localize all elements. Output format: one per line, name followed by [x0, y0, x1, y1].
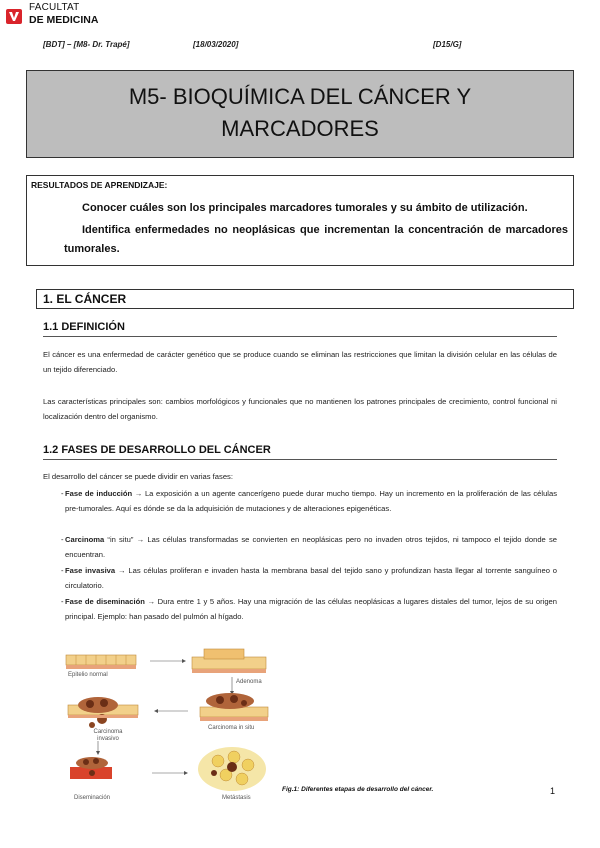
learning-results-box — [26, 175, 574, 266]
label-invasive-carcinoma: Carcinoma invasivo — [93, 729, 123, 742]
normal-epithelium-cells — [66, 655, 136, 669]
header-course: [BDT] – [M8- Dr. Trapé] — [43, 40, 130, 49]
definition-paragraph-1: El cáncer es una enfermedad de carácter genético que se produce cuando se eliminan las restricciones que limitan la división celular en las células de un tejido diferenciado. — [43, 350, 557, 374]
phase-item-carcinoma-in-situ — [65, 532, 557, 562]
learning-result-2: Identifica enfermedades no neoplásicas que incrementan la concentración de marcadores tumorales. — [64, 224, 568, 255]
label-carcinoma-in-situ: Carcinoma in situ — [208, 725, 255, 731]
subsection-heading-phases: 1.2 FASES DE DESARROLLO DEL CÁNCER — [43, 444, 557, 460]
adenoma-cells — [192, 649, 266, 673]
cancer-stages-figure — [62, 645, 274, 805]
phase-item-induction — [65, 486, 557, 516]
phase-term: Fase de inducción → — [65, 489, 143, 498]
phase-term: Carcinoma — [65, 535, 105, 544]
learning-results-heading: RESULTADOS DE APRENDIZAJE: — [31, 180, 168, 190]
header-date: [18/03/2020] — [193, 40, 239, 49]
subsection-heading-definition: 1.1 DEFINICIÓN — [43, 321, 557, 337]
logo-mark — [6, 9, 22, 24]
definition-paragraph-2: Las características principales son: cambios morfológicos y funcionales que no mantienen los patrones principales de crecimiento, control funcional ni localización dentro del organismo. — [43, 397, 557, 421]
faculty-name-line2: DE MEDICINA — [29, 14, 99, 26]
list-bullet: - — [61, 566, 64, 575]
title-line2: MARCADORES — [221, 116, 379, 141]
phase-term-suffix: “in situ” — [104, 535, 137, 544]
phase-item-dissemination — [65, 594, 557, 624]
phases-intro: El desarrollo del cáncer se puede dividir en varias fases: — [43, 472, 233, 481]
phase-term: Fase invasiva — [65, 566, 116, 575]
figure-caption: Fig.1: Diferentes etapas de desarrollo del cáncer. — [282, 786, 434, 793]
page-number: 1 — [550, 786, 556, 796]
list-bullet: - — [61, 535, 64, 544]
learning-result-1: Conocer cuáles son los principales marcadores tumorales y su ámbito de utilización. — [82, 202, 528, 214]
dissemination-cells — [70, 757, 112, 779]
phase-item-invasive — [65, 563, 557, 593]
phase-term: Fase de diseminación → — [65, 597, 156, 606]
title-line1: M5- BIOQUÍMICA DEL CÁNCER Y — [128, 84, 472, 109]
header-code: [D15/G] — [433, 40, 462, 49]
document-title — [26, 70, 574, 158]
section-heading-cancer: 1. EL CÁNCER — [36, 289, 574, 309]
label-metastasis: Metástasis — [222, 795, 251, 801]
metastasis-cells — [198, 747, 266, 791]
carcinoma-in-situ-cells — [200, 693, 268, 721]
phase-text: Dura entre 1 y 5 años. Hay una migración de las células neoplásicas a lugares distales del tumor, lejos de su origen principal. Ejemplo: han pasado del pulmón al hígado. — [65, 597, 558, 621]
invasive-carcinoma-cells — [68, 697, 138, 728]
label-adenoma: Adenoma — [236, 679, 262, 685]
phase-text: La exposición a un agente cancerígeno puede durar mucho tiempo. Hay un incremento en la proliferación de las células pre-tumorales. Aquí es dónde se da la adquisición de mutaciones y de alteraciones epigenéticas. — [65, 489, 557, 513]
phase-text: → Las células transformadas se convierten en neoplásicas pero no invaden otros tejidos, ni tampoco el tejido donde se encuentran. — [65, 535, 557, 559]
label-dissemination: Diseminación — [74, 795, 111, 801]
label-normal-epithelium: Epitelio normal — [68, 672, 108, 678]
faculty-name-line1: FACULTAT — [29, 2, 80, 13]
list-bullet: - — [61, 597, 64, 606]
phase-text: → Las células proliferan e invaden hasta la membrana basal del tejido sano y profundizan hasta llegar al torrente sanguíneo o circulatorio. — [65, 566, 557, 590]
list-bullet: - — [61, 489, 64, 498]
